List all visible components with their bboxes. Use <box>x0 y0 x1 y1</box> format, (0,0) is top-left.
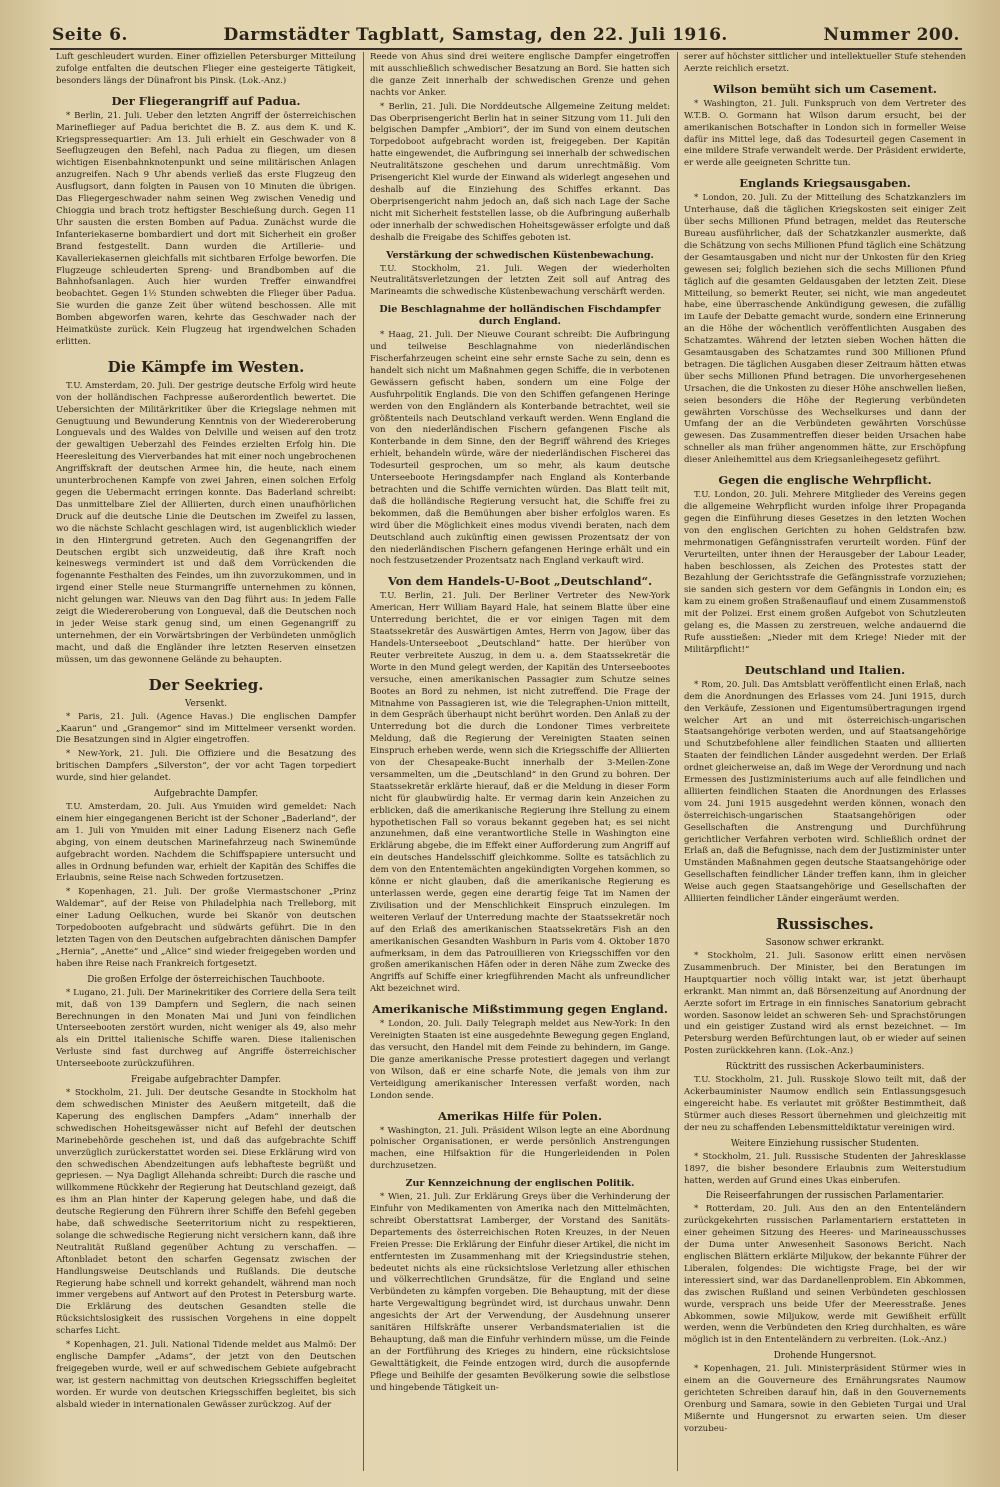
headline: Amerikas Hilfe für Polen. <box>437 1108 603 1123</box>
article-text: * Stockholm, 21. Juli. Russische Studenten der Jahresklasse 1897, die bisher besondere Erlaubnis zum Weiterstudium hatten, werden auf Grund eines Ukas einberufen. <box>684 1151 966 1186</box>
article-text: * Wien, 21. Juli. Zur Erklärung Greys über die Verhinderung der Einfuhr von Medikamenten von Amerika nach den Mittelmächten, schreibt Oberstattsrat Lamberger, der Vorstand des Sanitäts-Departements des österreichischen Roten Kreuzes, in der Neuen Freien Presse: Die Erklärung der Einfuhr dieser Artikel, die nicht im entferntesten im Zusammenhang mit der Kriegsindustrie stehen, bedeutet nichts als eine rücksichtslose Verletzung aller ethischen und völkerrechtlichen Grundsätze, für die England und seine Verbündeten zu kämpfen vorgeben. Die Behauptung, mit der diese harte Vergewaltigung begründet wird, ist durchaus unwahr. Denn angesichts der Art der Verwendung, der Ausdehnung unserer sanitären Hilfskräfte unserer Verbandsmaterialien ist die Behauptung, daß man die Einfuhr verhindern müsse, um die Feinde an der Fortführung des Krieges zu hindern, eine rücksichtslose Gewalttätigkeit, die Feinde entzogen wird, durch die ausopfernde Pflege und Beihilfe der gesamten Bevölkerung sowie die selbstlose und hingebende Tätigkeit un- <box>370 1192 670 1393</box>
article-text: * Lugano, 21. Juli. Der Marinekritiker des Corriere della Sera teilt mit, daß von 139 Dampfern und Seglern, die nach seinen Berechnungen in den Monaten Mai und Juni von feindlichen Unterseebooten zerstört wurden, nicht weniger als 49, also mehr als ein Drittel italienische Schiffe waren. Diese italienischen Verluste sind fast durchweg auf Angriffe österreichischer Unterseeboote zurückzuführen. <box>56 987 356 1070</box>
header-rule <box>50 48 962 50</box>
subheading: Weitere Einziehung russischer Studenten. <box>730 1138 920 1149</box>
column-3 <box>684 52 966 1473</box>
headline: Deutschland und Italien. <box>744 662 906 677</box>
page-number: Seite 6. <box>52 25 128 45</box>
headline: Verstärkung der schwedischen Küstenbewachung. <box>386 249 654 261</box>
headline: Gegen die englische Wehrpflicht. <box>718 473 932 488</box>
headline: Der Fliegerangriff auf Padua. <box>111 93 301 108</box>
article-text: * Paris, 21. Juli. (Agence Havas.) Die englischen Dampfer „Kaarun“ und „Grangemor“ sind im Mittelmeer versenkt worden. Die Besatzungen sind in Algier eingetroffen. <box>56 711 356 746</box>
page-header <box>52 24 960 46</box>
article-text: * Stockholm, 21. Juli. Sasonow erlitt einen nervösen Zusammenbruch. Der Minister, bei den Beratungen im Hauptquartier noch völlig intakt war, ist jetzt überhaupt erkrankt. Man nimmt an, daß Börsenzeitung auf Anordnung der Aerzte sofort im Ertrage in ein finnisches Sanatorium gebracht worden. Sasonow leidet an schweren Seh- und Sprachstörungen und ein geistiger Zustand wird als ernst bezeichnet. — Im Petersburg werden Befürchtungen laut, ob er wieder auf seinen Posten zurückkehren kann. (Lok.-Anz.) <box>684 951 966 1057</box>
article-text: * Kopenhagen, 21. Juli. Der große Viermastschoner „Prinz Waldemar“, auf der Reise von Philadelphia nach Trelleborg, mit einer Ladung Oelkuchen, wurde bei Skanör von deutschen Torpedobooten aufgebracht und südwärts geführt. Die in den letzten Tagen von den Deutschen aufgebrachten dänischen Dampfer „Hernia“, „Anette“ und „Alice“ sind wieder freigegeben worden und haben ihre Reise nach Frankreich fortgesetzt. <box>56 887 356 969</box>
subheading: Sasonow schwer erkrankt. <box>765 938 885 948</box>
article-text: T.U. London, 20. Juli. Mehrere Mitglieder des Vereins gegen die allgemeine Wehrpflicht wurden infolge ihrer Propaganda gegen die Einführung dieses Gesetzes in den letzten Wochen von den englischen Gerichten zu hohen Geldstrafen bzw. mehrmonatigen Gefängnisstrafen verurteilt worden. Fünf der Verurteilten, unter ihnen der Herausgeber der Labour Leader, haben beschlossen, als Zeichen des Protestes statt der Bezahlung der Gerichtsstrafe die Gefängnisstrafe vorzuziehen; sie sanden sich gestern vor dem Gefängnis in London ein; es kam zu einem großen Straßenauflauf und einem Zusammenstoß mit der Polizei. Erst einem großen Aufgebot von Schutzleuten gelang es, die Massen zu zerstreuen, welche andauernd die Rufe ausstießen: „Nieder mit dem Kriege! Nieder mit der Militärpflicht!“ <box>684 490 966 655</box>
article-text: * New-York, 21. Juli. Die Offiziere und die Besatzung des britischen Dampfers „Silverston“, der vor acht Tagen torpediert wurde, sind hier gelandet. <box>56 749 356 784</box>
subheading: Die Reiseerfahrungen der russischen Parlamentarier. <box>705 1191 945 1202</box>
section-headline: Die Kämpfe im Westen. <box>107 357 305 376</box>
article-text: * Stockholm, 21. Juli. Der deutsche Gesandte in Stockholm hat dem schwedischen Minister des Aeußern mitgeteilt, daß die Kaperung des englischen Dampfers „Adam“ innerhalb der schwedischen Hoheitsgewässer nicht auf Befehl der deutschen Marinebehörde geschehen ist, und daß das aufgebrachte Schiff unverzüglich zurückerstattet worden sei. Diese Erklärung wird von den schwedischen Abendzeitungen aufs lebhafteste begrüßt und gepriesen. — Nya Dagligt Allehanda schreibt: Durch die rasche und willkommene Rückkehr der Regierung hat Deutschland gezeigt, daß es ihm an Plan hinter der Kaperung gelegen habe, und daß die deutsche Regierung den Führern ihrer Schiffe den Befehl gegeben habe, daß schwedische Seeterritorium nicht zu respektieren, solange die schwedische Regierung nicht versichern kann, daß ihre Neutralität Rußland gegenüber Achtung zu verschaffen. — Aftonbladet betont den scharfen Gegensatz zwischen der Handlungsweise Deutschlands und Rußlands. Die deutsche Regierung habe schnell und korrekt gehandelt, während man noch immer vergebens auf Antwort auf den Protest in Petersburg warte. Die Erklärung des deutschen Gesandten stelle die Rücksichtslosigkeit des russischen Vorgehens in eine doppelt scharfes Licht. <box>56 1088 356 1337</box>
article-text: * Kopenhagen, 21. Juli. National Tidende meldet aus Malmö: Der englische Dampfer „Adams“, der jetzt von den Deutschen freigegeben wurde, weil er auf schwedischem Gebiete aufgebracht war, ist gestern nachmittag von deutschen Kriegsschiffen begleitet worden. Er wurde von deutschen Kriegsschiffen begleitet, bis sich alsbald wieder in internationalen Gewässer zurückzog. Auf der <box>56 1340 356 1410</box>
article-text: * Rom, 20. Juli. Das Amtsblatt veröffentlicht einen Erlaß, nach dem die Anordnungen des Erlasses vom 24. Juni 1915, durch den Verkäufe, Zessionen und Eigentumsübertragungen irgend welcher Art an und mit österreichisch-ungarischen Staatsangehörige verboten werden, und auf Staatsangehörige und Schutzbefohlene aller feindlichen Staaten und alliierten Staaten der feindlichen Länder ausgedehnt werden. Der Erlaß ordnet gleicherweise an, daß im Wege der Verordnung und nach Ermessen des Justizministeriums auch auf alle feindlichen und alliierten feindlichen Staaten die Anordnungen des Erlasses vom 24. Juni 1915 ausgedehnt werden können, wonach den österreichisch-ungarischen Staatsangehörigen oder Gesellschaften die Anstrengung und Durchführung gerichtlicher Verfahren verboten wird. Schließlich ordnet der Erlaß an, daß die Befugnisse, nach dem der Justizminister unter Umständen Maßnahmen gegen deutsche Staatsangehörige oder Gesellschaften feindlicher Länder treffen kann, ihm in gleicher Weise auch gegen Staatsangehörige und Gesellschaften der Alliierten feindlicher Länder eingeräumt werden. <box>684 679 966 905</box>
article-text: Luft geschleudert wurden. Einer offiziellen Petersburger Mitteilung zufolge entfalten die deutschen Flieger eine gesteigerte Tätigkeit, besonders längs der Dünafront bis Pinsk. (Lok.-Anz.) <box>56 52 356 86</box>
subheading: Die großen Erfolge der österreichischen Tauchboote. <box>87 974 325 985</box>
subheading: Rücktritt des russischen Ackerbauministers. <box>725 1062 925 1073</box>
subheading: Aufgebrachte Dampfer. <box>153 789 259 800</box>
column-1 <box>56 52 356 1473</box>
headline: Von dem Handels-U-Boot „Deutschland“. <box>387 574 653 589</box>
article-text: * Kopenhagen, 21. Juli. Ministerpräsident Stürmer wies in einem an die Gouverneure des Ernährungsrates Naumow gerichteten Schreiben darauf hin, daß in den Gouvernements Orenburg und Samara, sowie in den Gebieten Turgai und Ural Mißernte und Hungersnot zu erwarten seien. Um dieser vorzubeu- <box>684 1364 966 1434</box>
issue-number: Nummer 200. <box>823 25 960 45</box>
article-text: serer auf höchster sittlicher und intellektueller Stufe stehenden Aerzte reichlich ersetzt. <box>684 52 966 74</box>
article-text: T.U. Stockholm, 21. Juli. Wegen der wiederholten Neutralitätsverletzungen der letzten Zeit soll auf Antrag des Marineamts die schwedische Küstenbewachung verschärft werden. <box>370 263 670 298</box>
headline: Zur Kennzeichnung der englischen Politik. <box>405 1178 635 1190</box>
section-headline: Der Seekrieg. <box>148 675 264 694</box>
article-text: T.U. Stockholm, 21. Juli. Russkoje Slowo teilt mit, daß der Ackerbauminister Naumow endlich sein Entlassungsgesuch eingereicht habe. Es verlautet mit größter Bestimmtheit, daß Stürmer auch dieses Ressort übernehmen und gleichzeitig mit der neu zu schaffenden Lebensmitteldiktatur vereinigen wird. <box>684 1075 966 1133</box>
section-headline: Russisches. <box>776 915 874 933</box>
article-text: T.U. Amsterdam, 20. Juli. Der gestrige deutsche Erfolg wird heute von der holländischen Fachpresse außerordentlich bewertet. Die Uebersichten der Militärkritiker über die Kriegslage nehmen mit Genugtuung und Bewunderung Kenntnis von der Wiedereroberung Longuevals und des Waldes von Delville und weisen auf den trotz der gewaltigen Ueberzahl des Feindes erzielten Erfolg hin. Die Heeresleitung des Vierverbandes hat mit einer noch ungebrochenen Angriffskraft der deutschen Armee hin, die heute, nach einem ununterbrochenen Kampfe von zwei Jahren, einen solchen Erfolg gegen die Uebermacht erringen konnte. Das Baderland schreibt: Das unmittelbare Ziel der Alliierten, durch einen unaufhörlichen Druck auf die deutsche Linie die Deutschen im Zweifel zu lassen, wo die nächste Schlacht geschlagen wird, ist augenblicklich wieder in den Hintergrund getreten. Auch den Gegenangriffen der Deutschen ergibt sich unzweideutig, daß ihre Kraft noch keineswegs vermindert ist und daß dem Vorrückenden die fogenannte Festhalten des Feindes, um ihn zuvorzukommen, und in irgend einer Stelle neue Sturmangriffe unternehmen zu können, nicht gelungen war. Nieuws van den Dag führt aus: In jedem Falle zeigt die Wiedereroberung von Longueval, daß die Deutschen noch in jeder Weise stark genug sind, um einen Gegenangriff zu unternehmen, der ein Vorwärtsbringen der Verbündeten unmöglich macht, und daß die Engländer ihre letzten Reserven einsetzen müssen, um das gewonnene Gelände zu behaupten. <box>56 380 356 665</box>
masthead-date: Darmstädter Tagblatt, Samstag, den 22. Juli 1916. <box>223 25 728 45</box>
column-2 <box>370 52 670 1473</box>
article-text: * Washington, 21. Juli. Funkspruch von dem Vertreter des W.T.B. O. Gormann hat Wilson darum ersucht, bei der amerikanischen Botschafter in London sich in formeller Weise dafür ins Mittel lege, daß das Todesurteil gegen Casement in eine mildere Strafe verwandelt werde. Der Präsident erwiderte, er werde alle geeigneten Schritte tun. <box>684 98 966 169</box>
article-text: * Berlin, 21. Juli. Ueber den letzten Angriff der österreichischen Marineflieger auf Padua berichtet die B. Z. aus dem K. und K. Kriegspressequartier: Am 13. Juli erhielt ein Geschwader von 8 Seeflugzeugen den Befehl, nach Padua zu fliegen, um diesen wichtigen Eisenbahnknotenpunkt und seine militärischen Anlagen anzugreifen. Nach 9 Uhr abends verließ das erste Flugzeug den Ausflugsort, dann folgten in Pausen von 10 Minuten die übrigen. Das Fliegergeschwader nahm seinen Weg zwischen Venedig und Chioggia und brach trotz heftigster Beschießung durch. Gegen 11 Uhr sausten die ersten Bomben auf Padua. Zunächst wurde die Infanteriekaserne bombardiert und dort mit Sicherheit ein großer Brand festgestellt. Dann wurden die Artillerie- und Kavalleriekasernen gleichfalls mit sichtbaren Erfolge beworfen. Die Flugzeuge schleuderten Spreng- und Brandbomben auf die Bahnhofsanlagen. Auch hier wurden Treffer einwandfrei beobachtet. Gegen 1½ Stunden schwebten die Flieger über Padua. Sie wurden die ganze Zeit über wütend beschossen. Alle mit Bomben abgeworfen waren, kehrte das Geschwader nach der Heimatküste zurück. Kein Flugzeug hat irgendwelchen Schaden erlitten. <box>56 110 356 347</box>
headline: Englands Kriegsausgaben. <box>739 176 911 191</box>
article-text: T.U. Amsterdam, 20. Juli. Aus Ymuiden wird gemeldet: Nach einem hier eingegangenen Bericht ist der Schoner „Baderland“, der am 1. Juli von Ymuiden mit einer Ladung Eisenerz nach Gefle abging, von einem deutschen Marinefahrzeug nach Swinemünde aufgebracht worden. Nachdem die Schiffspapiere untersucht und alles in Ordnung befunden war, erhielt der Kapitän des Schiffes die Erlaubnis, seine Reise nach Schweden fortzusetzen. <box>56 802 356 884</box>
headline: Wilson bemüht sich um Casement. <box>713 81 937 96</box>
article-text: * Haag, 21. Juli. Der Nieuwe Courant schreibt: Die Aufbringung und teilweise Beschlagnahme von niederländischen Fischerfahrzeugen scheint eine sehr ernste Sache zu sein, denn es handelt sich nicht um Maßnahmen gegen Schiffe, die in verbotenen Gewässern gefischt haben, sondern um eine Folge der Ausfuhrpolitik Englands. Die von den Schiffen gefangenen Heringe werden von den Engländern als Konterbande betrachtet, weil sie größtenteils nach Deutschland verkauft werden. Wenn England die von den niederländischen Fischern gefangenen Fische als Konterbande in dem Sinne, den der Begriff während des Krieges erhielt, behandeln würde, wäre der niederländischen Fischerei das Todesurteil gesprochen, um so mehr, als kaum deutsche Unterseeboote Heringsdampfer nach England als Konterbande betrachten und die Schiffe vernichten würden. Das Blatt teilt mit, daß die holländische Regierung versucht hat, die Schiffe frei zu bekommen, daß die Bemühungen aber bisher erfolglos waren. Es wird über die Möglichkeit eines modus vivendi beraten, nach dem Deutschland auch zukünftig einen gewissen Prozentsatz der von den niederländischen Fischern gefangenen Heringe erhält und ein noch festzusetzender Prozentsatz nach England verkauft wird. <box>370 330 670 567</box>
article-text: * London, 20. Juli. Daily Telegraph meldet aus New-York: In den Vereinigten Staaten ist eine ausgedehnte Bewegung gegen England, das versucht, den Handel mit dem Feinde zu behindern, im Gange. Die ganze amerikanische Presse protestiert dagegen und verlangt von Wilson, daß er eine scharfe Note, die jemals von ihm zur Verteidigung amerikanischer Interessen verfaßt worden, nach London sende. <box>370 1019 670 1101</box>
headline: Die Beschlagnahme der holländischen Fischdampfer durch England. <box>379 304 661 328</box>
headline: Amerikanische Mißstimmung gegen England. <box>372 1002 668 1017</box>
article-text: * Rotterdam, 20. Juli. Aus den an den Ententeländern zurückgekehrten russischen Parlamentariern erstatteten in einer geheimen Sitzung des Heeres- und Marineausschusses der Duma unter Anwesenheit Sasonows Bericht. Nach englischen Blättern erklärte Miljukow, der bekannte Führer der Liberalen, folgendes: Die wichtigste Frage, bei der wir interessiert sind, war das Dardanellenproblem. Ein Abkommen, das zwischen Rußland und seinen Verbündeten geschlossen wurde, versprach uns beide Ufer der Meeresstraße. Jenes Abkommen, sowie Miljukow, werde mit Gewißheit erfüllt werden, wenn die Verbündeten den Krieg durchhalten, es wäre möglich ist in den Ententeländern zu verbreiten. (Lok.-Anz.) <box>684 1204 966 1346</box>
article-text: * Washington, 21. Juli. Präsident Wilson legte an eine Abordnung polnischer Organisationen, er werde persönlich Anstrengungen machen, eine Hilfsaktion für die Hungerleidenden in Polen durchzusetzen. <box>370 1125 670 1172</box>
subheading: Freigabe aufgebrachter Dampfer. <box>130 1075 282 1086</box>
subheading: Drohende Hungersnot. <box>773 1351 877 1362</box>
article-text: T.U. Berlin, 21. Juli. Der Berliner Vertreter des New-York American, Herr William Bayard Hale, hat seinem Blatte über eine Unterredung berichtet, die er vor einigen Tagen mit dem Staatssekretär des Auswärtigen Amtes, Herrn von Jagow, über das Handels-Unterseeboot „Deutschland“ hatte. Der hierüber von Reuter verbreitete Auszug, in dem u. a. dem Staatssekretär die Worte in den Mund gelegt werden, der Kapitän des Unterseebootes versuche, einen amerikanischen Passagier zum Schutze seines Bootes an Bord zu nehmen, ist nicht zutreffend. Die Frage der Mitnahme von Passagieren ist, wie die Telegraphen-Union mitteilt, in dem Gespräch überhaupt nicht berührt worden. Den Anlaß zu der Unterredung bot die durch die Londoner Times verbreitete Meldung, daß die Regierung der Vereinigten Staaten seinen Einspruch erheben werde, wenn sich die Kriegsschiffe der Alliierten von der Chesapeake-Bucht innerhalb der 3-Meilen-Zone versammelten, um die „Deutschland“ in den Grund zu bohren. Der Staatssekretär erklärte hierauf, daß er die Meldung in dieser Form nicht für glaubwürdig halte. Er vermag darin kein Anzeichen zu erblicken, daß die amerikanische Regierung ihre Stellung zu einem hypothetischen Fall so voraus bekannt gegeben hat; es sei nicht anzunehmen, daß eine verantwortliche Stelle in Washington eine Erklärung abgebe, die im Effekt einer Aufforderung zum Angriff auf ein deutsches Handelsschiff gleichkomme. Sollte es tatsächlich zu dem von den Ententemächten angekündigten Vorgehen kommen, so könne er nicht glauben, daß die amerikanische Regierung es unterlassen werde, gegen eine derartig feige Tat im Namen der Zivilisation und der Menschlichkeit Einspruch einzulegen. Im weiteren Verlauf der Unterredung machte der Staatssekretär noch auf den Erlaß des amerikanischen Staatssekretärs Fish an den amerikanischen Gesandten Washburn in Paris vom 4. Oktober 1870 aufmerksam, in dem das Patrouillieren von Kriegsschiffen vor den großen amerikanischen Häfen oder in deren Nähe zum Zwecke des Angriffs auf Schiffe einer kriegführenden Macht als unfreundlicher Akt bezeichnet wird. <box>370 591 670 995</box>
subheading: Versenkt. <box>184 698 227 709</box>
article-text: * London, 20. Juli. Zu der Mitteilung des Schatzkanzlers im Unterhause, daß die täglichen Kriegskosten seit einiger Zeit über sechs Millionen Pfund betragen, meldet das Reutersche Bureau ausführlicher, daß der Schatzkanzler ausmerkte, daß die Schätzung von sechs Millionen Pfund täglich eine Schätzung der Gesamtausgaben und nicht nur der Unkosten für den Krieg gewesen sei; folglich beziehen sich die sechs Millionen Pfund täglich auf die gesamten Geldausgaben der letzten Zeit. Diese Mitteilung, so bemerkt Reuter, sei nicht, wie man angedeutet habe, eine überraschende Ankündigung gewesen, die zufällig im Laufe der Debatte gemacht wurde, sondern eine Erinnerung an die Höhe der wöchentlich veröffentlichten Ausgaben des Schatzamtes. Während der letzten sieben Wochen hätten die Gesamtausgaben des Schatzamtes rund 300 Millionen Pfund betragen. Die täglichen Ausgaben dieser Zeitraum hätten etwas über sechs Millionen Pfund betragen. Die unvorhergesehenen Ursachen, die die Unkosten zu dieser Höhe anschwellen ließen, seien besonders die Höhe der Regierung verbündeten gewährten Vorschüsse des Wechselkurses und dann der Umfang der an die Verbündeten gewährten Vorschüsse gewesen. Das Zusammentreffen dieser beiden Ursachen habe schneller als man früher angenommen hätte, zur Erschöpfung dieser Anleihemittel aus dem Kriegsanleihegesetz geführt. <box>684 193 966 466</box>
article-text: Reede von Ahus sind drei weitere englische Dampfer eingetroffen mit ausschließlich schwedischer Besatzung an Bord. Sie hatten sich die ganze Zeit innerhalb der schwedischen Grenze und gehen nachts vor Anker. <box>370 52 670 98</box>
article-text: * Berlin, 21. Juli. Die Norddeutsche Allgemeine Zeitung meldet: Das Oberprisengericht Berlin hat in seiner Sitzung vom 11. Juli den belgischen Dampfer „Ambiori“, der im Sund von einem deutschen Torpedoboot aufgebracht worden ist, freigegeben. Der Kapitän hatte eingewendet, die Aufbringung sei innerhalb der schwedischen Neutralitätszone geschehen und darum unrechtmäßig. Vom Prisengericht Kiel wurde der Einwand als widerlegt angesehen und deshalb auf die Einziehung des Schiffes erkannt. Das Oberprisengericht nahm jedoch an, daß sich nach Lage der Sache nicht mit Sicherheit feststellen lasse, ob die Aufbringung außerhalb oder innerhalb der schwedischen Hoheitsgewässer erfolgte und daß deshalb die Freigabe des Schiffes geboten ist. <box>370 101 670 243</box>
column-rule <box>677 52 678 1471</box>
column-rule <box>363 52 364 1471</box>
